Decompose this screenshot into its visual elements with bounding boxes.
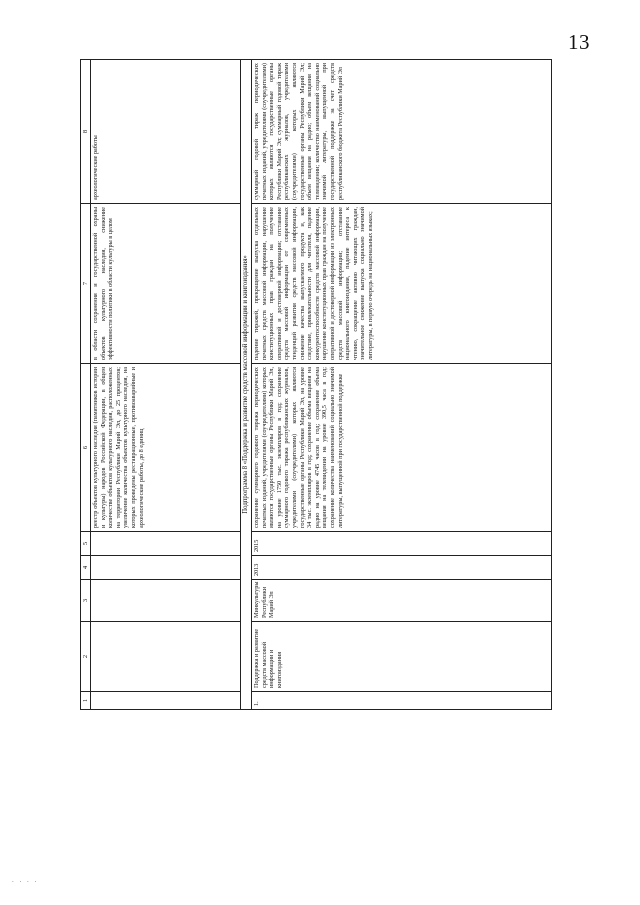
header-col-7: 7: [81, 204, 91, 364]
header-col-1: 1: [81, 692, 91, 710]
header-col-5: 5: [81, 532, 91, 556]
scan-edge-mark: . . . .: [12, 876, 39, 884]
program-table: [80, 59, 552, 710]
row-executor: Минкультуры Республики Марий Эл: [252, 580, 552, 622]
cont-cell-5: [91, 532, 241, 556]
cont-cell-1: [91, 692, 241, 710]
subprogram-title: Подпрограмма 8 «Поддержка и развитие средств массовой информации и книгоиздания»: [241, 60, 252, 710]
subprogram-row: [241, 60, 252, 710]
header-row: [81, 60, 91, 710]
row-indicators: суммарный годовой тираж периодических печатных изданий, учредителями (соучредителями) которых являются государственные органы Республики Марий Эл; суммарный годовой тираж республиканских журналов, учредителями (соучредителями) которых являются государственные органы Республики Марий Эл; объем вещания на радио; объем вещания на телевидении; количество наименований социально значимой литературы, выпущенной при государственной поддержке за счет средств республиканского бюджета Республики Марий Эл: [252, 60, 552, 204]
row-end-year: 2015: [252, 532, 552, 556]
rotated-table-container: [80, 60, 560, 710]
cont-results-cell: реестр объектов культурного наследия (памятников истории и культуры) народов Российской Федерации, в общем количестве объектов культурного наследия, расположенных на территории Республики Марий Эл, до 25 процентов; увеличение количества объектов культурного наследия, на которых проведены реставрационные, противоаварийные и археологические работы, до 8 единиц: [91, 364, 241, 532]
header-col-8: 8: [81, 60, 91, 204]
header-col-2: 2: [81, 622, 91, 692]
header-col-3: 3: [81, 580, 91, 622]
row-consequences: падение тиражей, прекращение выпуска отдельных печатных средств массовой информации, нарушение конституционных прав граждан на получение оперативной и достоверной информации; отставание средств массовой информации от современных тенденций развития средств массовой информации, снижение качества выпускаемого продукта и, как следствие, привлекательности для читателя, падение конкурентоспособности средств массовой информации, нарушение конституционных прав граждан на получение оперативной и достоверной информации из электронных средств массовой информации; отставание национального книгоиздания, падение интереса к чтению, сокращение активно читающих граждан, значительное снижение выпуска социально значимой литературы, в первую очередь на национальных языках;: [252, 204, 552, 364]
table-row: [252, 60, 552, 710]
row-name: Поддержка и развитие средств массовой информации и книгоиздания: [252, 622, 552, 692]
row-start-year: 2013: [252, 556, 552, 580]
header-col-6: 6: [81, 364, 91, 532]
page-number: 13: [568, 30, 590, 54]
cont-cell-2: [91, 622, 241, 692]
continuation-row: [91, 60, 241, 710]
row-results: сохранение суммарного годового тиража периодических печатных изданий, учредителями (соучредителями) которых являются государственные органы Республики Марий Эл, на уровне 1750 тыс. экземпляров в год; сохранение суммарного годового тиража республиканских журналов, учредителями (соучредителями) которых являются государственные органы Республики Марий Эл, на уровне 34 тыс. экземпляров в год; сохранение объема вещания на радио на уровне 4745 часов в год; сохранение объема вещания на телевидении на уровне 390,5 часа в год; сохранение количества наименований социально значимой литературы, выпущенной при государственной поддержке: [252, 364, 552, 532]
row-number: 1.: [252, 692, 552, 710]
header-col-4: 4: [81, 556, 91, 580]
cont-indicators-cell: археологические работы: [91, 60, 241, 204]
cont-consequences-cell: в области сохранения и государственной охраны объектов культурного наследия, снижение эффективности политики в области культуры в целом: [91, 204, 241, 364]
cont-cell-4: [91, 556, 241, 580]
cont-cell-3: [91, 580, 241, 622]
